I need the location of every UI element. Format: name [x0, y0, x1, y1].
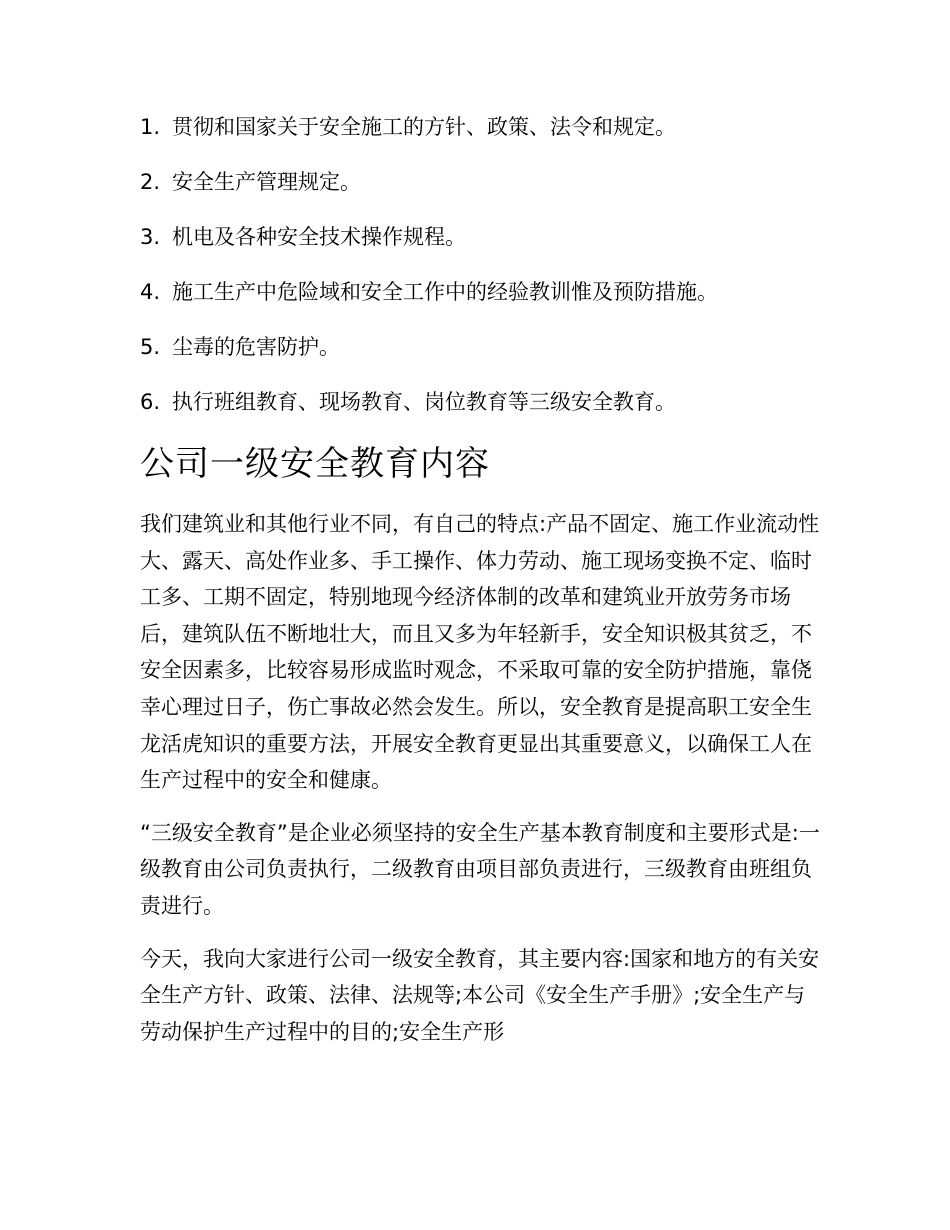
- paragraph: “三级安全教育”是企业必须坚持的安全生产基本教育制度和主要形式是:一级教育由公司负责执行，二级教育由项目部负责进行，三级教育由班组负责进行。: [140, 820, 820, 918]
- list-text: 机电及各种安全技术操作规程。: [172, 225, 466, 249]
- list-number: 5.: [140, 335, 161, 359]
- list-number: 2.: [140, 170, 161, 194]
- paragraph: 我们建筑业和其他行业不同，有自己的特点:产品不固定、施工作业流动性大、露天、高处作业多、手工操作、体力劳动、施工现场变换不定、临时工多、工期不固定，特别地现今经济体制的改革和建筑业开放劳务市场后，建筑队伍不断地壮大，而且又多为年轻新手，安全知识极其贫乏，不安全因素多，比较容易形成监时观念，不采取可靠的安全防护措施，靠侥幸心理过日子，伤亡事故必然会发生。所以，安全教育是提高职工安全生龙活虎知识的重要方法，开展安全教育更显出其重要意义，以确保工人在生产过程中的安全和健康。: [140, 512, 820, 793]
- list-text: 安全生产管理规定。: [172, 170, 361, 194]
- list-item: [140, 332, 820, 362]
- document-page: [140, 112, 820, 1066]
- list-text: 贯彻和国家关于安全施工的方针、政策、法令和规定。: [172, 115, 676, 139]
- list-number: 6.: [140, 390, 161, 414]
- list-item: [140, 387, 820, 417]
- list-item: [140, 277, 820, 307]
- list-item: [140, 222, 820, 252]
- paragraph: 今天，我向大家进行公司一级安全教育，其主要内容:国家和地方的有关安全生产方针、政策、法律、法规等;本公司《安全生产手册》;安全生产与劳动保护生产过程中的目的;安全生产形: [140, 946, 820, 1044]
- list-item: [140, 167, 820, 197]
- list-number: 3.: [140, 225, 161, 249]
- list-text: 施工生产中危险域和安全工作中的经验教训惟及预防措施。: [172, 280, 718, 304]
- list-number: 4.: [140, 280, 161, 304]
- section-heading: 公司一级安全教育内容: [140, 444, 490, 484]
- list-number: 1.: [140, 115, 161, 139]
- list-text: 尘毒的危害防护。: [172, 335, 340, 359]
- list-item: [140, 112, 820, 142]
- list-text: 执行班组教育、现场教育、岗位教育等三级安全教育。: [172, 390, 676, 414]
